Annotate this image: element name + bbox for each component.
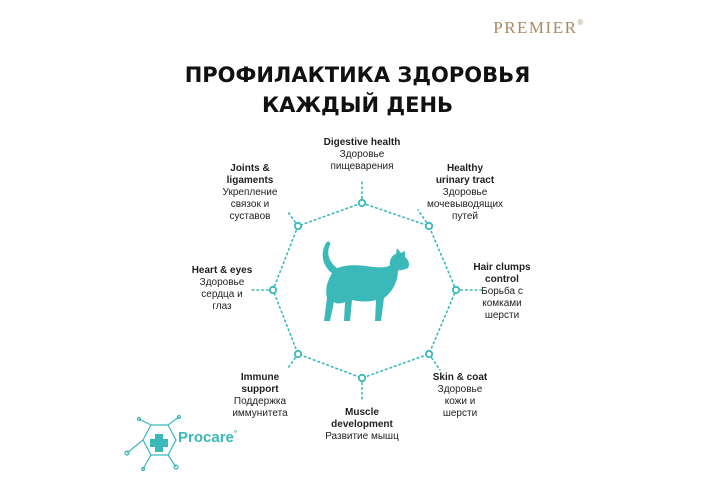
procare-name: Procare bbox=[178, 429, 234, 446]
label-ru: Развитие мышц bbox=[325, 431, 399, 442]
procare-logo-text bbox=[178, 429, 237, 446]
label-ru: Здоровье кожи и шерсти bbox=[437, 384, 483, 419]
label-en: Digestive health bbox=[323, 137, 401, 148]
node-urinary bbox=[426, 223, 432, 229]
label-immune bbox=[222, 372, 298, 420]
title-line-2: КАЖДЫЙ ДЕНЬ bbox=[261, 93, 454, 117]
label-hair bbox=[462, 262, 542, 322]
label-en: Healthy urinary tract bbox=[435, 163, 495, 186]
brand-name: PREMIER bbox=[493, 18, 578, 37]
node-muscle bbox=[359, 375, 365, 381]
label-urinary bbox=[420, 163, 510, 223]
node-heart bbox=[270, 287, 276, 293]
label-en: Muscle development bbox=[331, 407, 393, 430]
node-immune bbox=[295, 351, 301, 357]
node-hair bbox=[453, 287, 459, 293]
procare-mark: ° bbox=[233, 429, 238, 438]
node-digestive bbox=[359, 200, 365, 206]
label-en: Joints & ligaments bbox=[226, 163, 274, 186]
label-heart bbox=[188, 265, 256, 313]
node-skin bbox=[426, 351, 432, 357]
label-ru: Здоровье мочевыводящих путей bbox=[426, 187, 504, 222]
label-en: Hair clumps control bbox=[473, 262, 531, 285]
label-en: Heart & eyes bbox=[191, 265, 253, 276]
brand-mark: ® bbox=[577, 18, 585, 27]
label-ru: Борьба с комками шерсти bbox=[481, 286, 523, 321]
label-ru: Здоровье сердца и глаз bbox=[199, 277, 245, 312]
label-skin bbox=[425, 372, 495, 420]
node-joints bbox=[295, 223, 301, 229]
label-ru: Здоровье пищеварения bbox=[330, 149, 394, 172]
title-line-1: ПРОФИЛАКТИКА ЗДОРОВЬЯ bbox=[184, 63, 531, 87]
label-ru: Укрепление связок и суставов bbox=[222, 187, 278, 222]
label-muscle bbox=[312, 407, 412, 443]
label-digestive bbox=[307, 137, 417, 173]
label-joints bbox=[212, 163, 288, 223]
label-en: Immune support bbox=[240, 372, 280, 395]
label-en: Skin & coat bbox=[432, 372, 488, 383]
cat-silhouette-icon bbox=[323, 242, 409, 321]
label-ru: Поддержка иммунитета bbox=[232, 396, 288, 419]
